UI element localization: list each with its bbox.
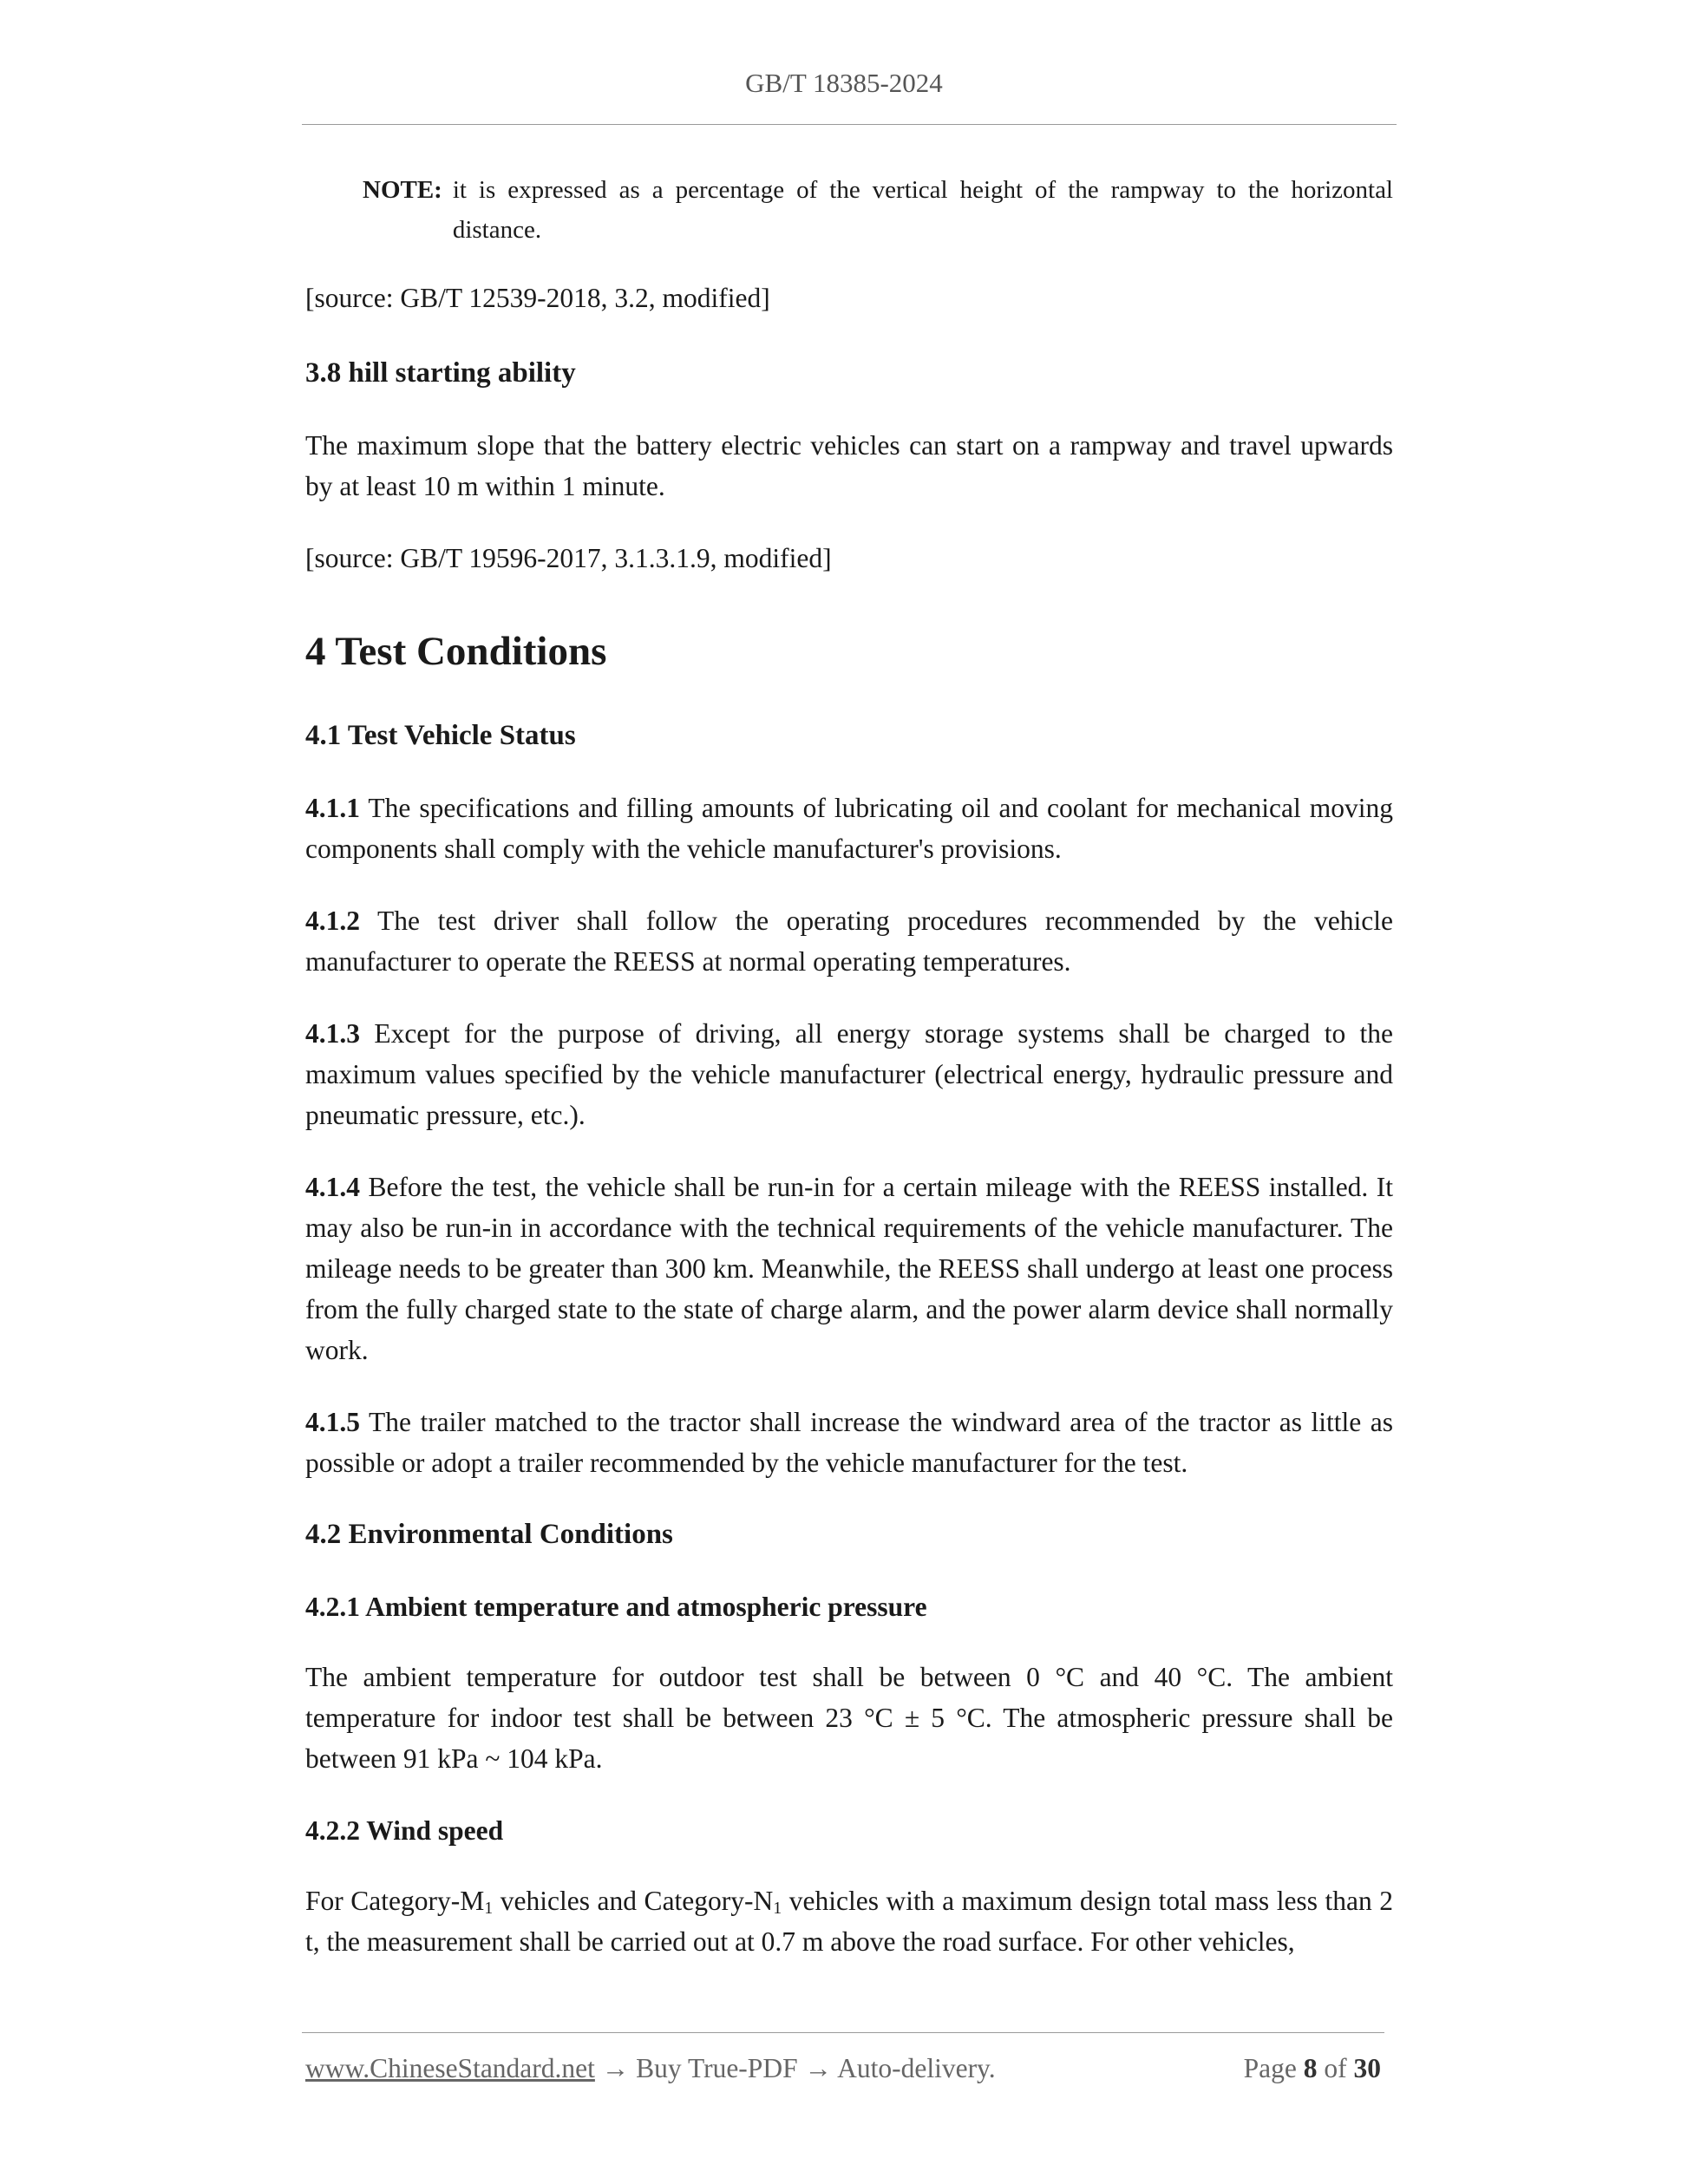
subscript: 1 [484, 1899, 494, 1918]
delivery-text: Auto-delivery. [837, 2053, 996, 2083]
page-indicator [1244, 2053, 1381, 2084]
arrow-right-icon: → [601, 2053, 630, 2083]
subsection-text-4-2-2 [305, 1880, 1393, 1962]
note-block [363, 170, 1393, 250]
of-label: of [1324, 2053, 1347, 2083]
clause-text: Before the test, the vehicle shall be run-in for a certain mileage with the REESS installed. It may also be run-in in accordance with the technical requirements of the vehicle manufacturer. The mileage needs to be greater than 300 km. Meanwhile, the REESS shall undergo at least one process from the fully charged state to the state of charge alarm, and the power alarm device shall normally work. [305, 1172, 1393, 1365]
clause-4-1-2 [305, 900, 1393, 982]
running-header: GB/T 18385-2024 [745, 68, 943, 98]
clause-number: 4.1.1 [305, 793, 360, 823]
subscript: 1 [773, 1899, 782, 1918]
clause-text: The test driver shall follow the operating procedures recommended by the vehicle manufacturer to operate the REESS at normal operating temperatures. [305, 906, 1393, 977]
clause-number: 4.1.3 [305, 1018, 360, 1049]
subsection-heading-4-2-1: 4.2.1 Ambient temperature and atmospheric pressure [305, 1592, 927, 1622]
page-footer [305, 2053, 1381, 2084]
clause-4-1-5 [305, 1402, 1393, 1483]
buy-pdf-text: Buy True-PDF [636, 2053, 798, 2083]
footer-divider [302, 2032, 1384, 2033]
clause-4-1-4 [305, 1167, 1393, 1370]
page-total: 30 [1353, 2053, 1381, 2083]
subsection-heading-4-2-2: 4.2.2 Wind speed [305, 1815, 504, 1846]
page-content [305, 170, 1393, 1993]
clause-number: 4.1.4 [305, 1172, 360, 1202]
page-label: Page [1243, 2053, 1297, 2083]
clause-text: The specifications and filling amounts of lubricating oil and coolant for mechanical moving components shall comply with the vehicle manufacturer's provisions. [305, 793, 1393, 864]
footer-left [305, 2053, 996, 2084]
clause-text: The trailer matched to the tractor shall increase the windward area of the tractor as little as possible or adopt a trailer recommended by the vehicle manufacturer for the test. [305, 1407, 1393, 1478]
chapter-heading-4: 4 Test Conditions [305, 629, 607, 674]
header-divider [302, 124, 1397, 125]
page-number: 8 [1303, 2053, 1318, 2083]
text-run: vehicles and Category-N [493, 1886, 774, 1916]
section-heading-3-8: 3.8 hill starting ability [305, 357, 576, 389]
clause-text: Except for the purpose of driving, all energy storage systems shall be charged to the maximum values specified by the vehicle manufacturer (electrical energy, hydraulic pressure and pneumatic pressure, etc.). [305, 1018, 1394, 1130]
source-citation: [source: GB/T 19596-2017, 3.1.3.1.9, modified] [305, 543, 832, 573]
section-text-3-8: The maximum slope that the battery electric vehicles can start on a rampway and travel upwards by at least 10 m within 1 minute. [305, 430, 1393, 501]
text-run: vehicles with a maximum design total mass less than 2 t, the measurement shall be carried out at 0.7 m above the road surface. For other vehicles, [305, 1886, 1393, 1957]
clause-number: 4.1.5 [305, 1407, 360, 1437]
text-run: For Category-M [305, 1886, 485, 1916]
subsection-text-4-2-1: The ambient temperature for outdoor test shall be between 0 °C and 40 °C. The ambient temperature for indoor test shall be between 23 °C ± 5 °C. The atmospheric pressure shall be between 91 kPa ~ 104 kPa. [305, 1662, 1393, 1774]
clause-number: 4.1.2 [305, 906, 360, 936]
note-label: NOTE: [363, 176, 442, 204]
arrow-right-icon: → [804, 2053, 832, 2083]
source-citation: [source: GB/T 12539-2018, 3.2, modified] [305, 283, 770, 313]
section-heading-4-1: 4.1 Test Vehicle Status [305, 720, 576, 751]
section-heading-4-2: 4.2 Environmental Conditions [305, 1519, 673, 1550]
note-text: it is expressed as a percentage of the vertical height of the rampway to the horizontal distance. [452, 176, 1393, 244]
clause-4-1-3 [305, 1013, 1393, 1135]
website-link[interactable]: www.ChineseStandard.net [305, 2053, 595, 2083]
clause-4-1-1 [305, 788, 1393, 869]
